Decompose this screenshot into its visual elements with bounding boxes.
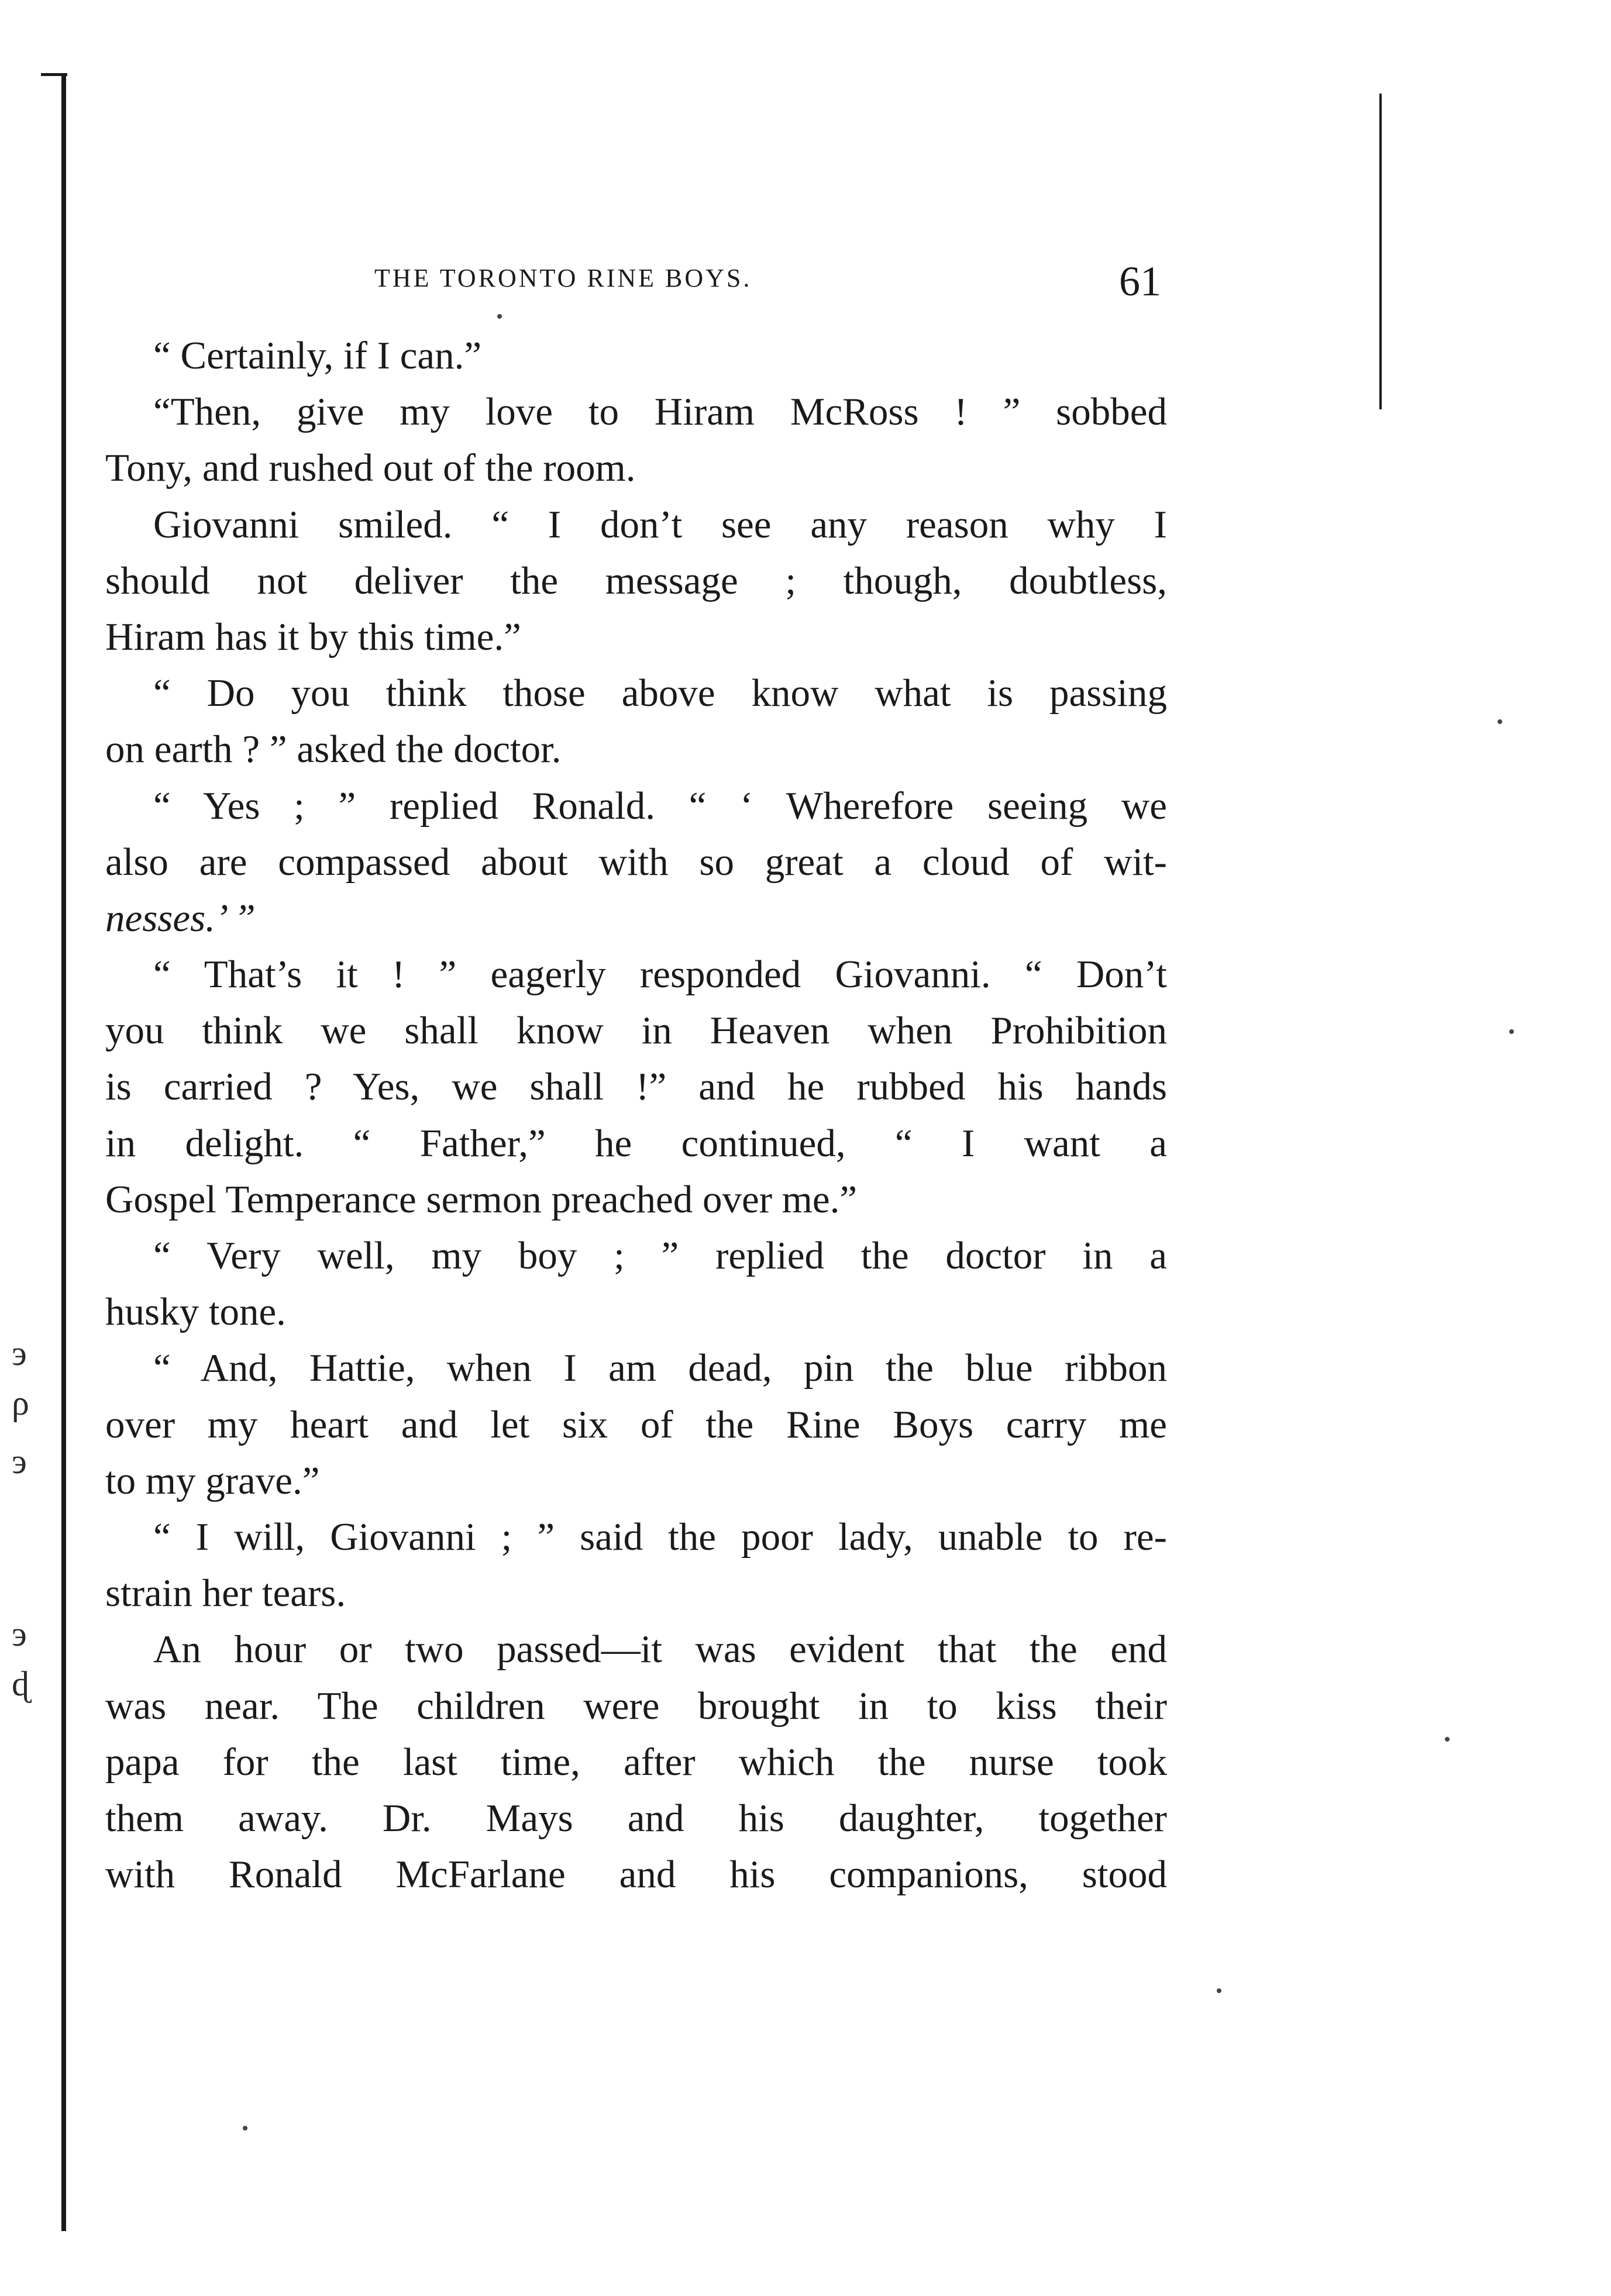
text-line: “ I will, Giovanni ; ” said the poor lady, unable to re- (153, 1515, 1167, 1559)
text-line: Gospel Temperance sermon preached over me.” (105, 1177, 858, 1221)
text-line: them away. Dr. Mays and his daughter, together (105, 1796, 1167, 1840)
text-line: An hour or two passed—it was evident that the end (153, 1628, 1167, 1671)
text-line: you think we shall know in Heaven when Prohibition (105, 1009, 1167, 1053)
left-binding-tick (41, 73, 67, 76)
margin-bleed-glyph: ɖ (12, 1664, 29, 1703)
text-line: Hiram has it by this time.” (105, 615, 521, 659)
text-line: “ And, Hattie, when I am dead, pin the blue ribbon (153, 1346, 1167, 1390)
text-line: Giovanni smiled. “ I don’t see any reason why I (153, 502, 1167, 546)
text-line: over my heart and let six of the Rine Boys carry me (105, 1402, 1167, 1446)
margin-bleed-glyph: э (12, 1334, 27, 1373)
text-line: “ Very well, my boy ; ” replied the doctor in a (153, 1234, 1167, 1277)
scan-speck (1445, 1737, 1450, 1742)
scan-speck (1217, 1988, 1221, 1993)
text-line: Tony, and rushed out of the room. (105, 446, 636, 490)
running-head-title: THE TORONTO RINE BOYS. (374, 264, 752, 292)
text-line: is carried ? Yes, we shall !” and he rubbed his hands (105, 1065, 1167, 1109)
text-line: papa for the last time, after which the nurse took (105, 1740, 1167, 1784)
body-text (105, 327, 1167, 1902)
text-line: nesses.’ ” (105, 896, 256, 940)
text-line: on earth ? ” asked the doctor. (105, 728, 562, 771)
text-line: “ Yes ; ” replied Ronald. “ ‘ Wherefore seeing we (153, 784, 1167, 828)
scan-speck (497, 314, 502, 319)
margin-bleed-glyph: ρ (12, 1384, 29, 1422)
scan-speck (1509, 1029, 1514, 1034)
margin-bleed-glyph: э (12, 1442, 27, 1481)
text-line: husky tone. (105, 1290, 286, 1334)
left-binding-rule (61, 73, 66, 2231)
text-line: to my grave.” (105, 1459, 320, 1502)
text-line: “ Certainly, if I can.” (153, 334, 482, 377)
text-line: in delight. “ Father,” he continued, “ I want a (105, 1121, 1167, 1165)
text-line: strain her tears. (105, 1571, 346, 1615)
scan-speck (243, 2126, 247, 2130)
text-line: was near. The children were brought in to kiss their (105, 1684, 1167, 1728)
margin-bleed-glyph: э (12, 1615, 27, 1653)
text-line: “Then, give my love to Hiram McRoss ! ” sobbed (153, 390, 1167, 434)
text-line: with Ronald McFarlane and his companions, stood (105, 1853, 1167, 1897)
text-line: “ That’s it ! ” eagerly responded Giovanni. “ Don’t (153, 953, 1167, 997)
right-edge-rule (1379, 94, 1382, 409)
text-line: also are compassed about with so great a cloud of wit- (105, 840, 1167, 884)
text-line: “ Do you think those above know what is passing (153, 671, 1167, 715)
running-header (374, 257, 1161, 304)
text-line: should not deliver the message ; though, doubtless, (105, 559, 1167, 602)
scan-speck (1498, 719, 1502, 724)
page-number: 61 (1119, 258, 1161, 305)
